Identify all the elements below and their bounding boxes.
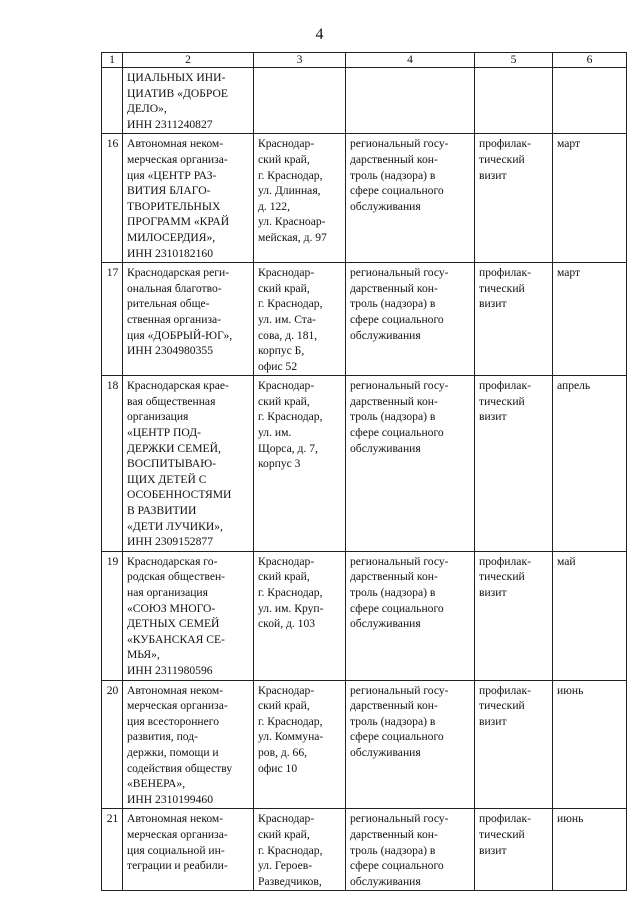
column-number: 2 xyxy=(123,53,254,68)
month-cell: июнь xyxy=(553,809,627,891)
control-type-cell: региональный госу- дарственный кон- троль (надзора) в сфере социального обслуживания xyxy=(346,376,475,552)
address-cell xyxy=(254,68,346,134)
table-row xyxy=(102,680,627,809)
control-type-cell: региональный госу- дарственный кон- троль (надзора) в сфере социального обслуживания xyxy=(346,551,475,680)
table-row xyxy=(102,263,627,376)
column-number: 5 xyxy=(475,53,553,68)
row-number: 21 xyxy=(102,809,123,891)
organization-cell: Автономная неком- мерческая организа- ция «ЦЕНТР РАЗ- ВИТИЯ БЛАГО- ТВОРИТЕЛЬНЫХ ПРОГРАММ «КРАЙ МИЛОСЕРДИЯ», ИНН 2310182160 xyxy=(123,134,254,263)
control-type-cell: региональный госу- дарственный кон- троль (надзора) в сфере социального обслуживания xyxy=(346,809,475,891)
column-number-row xyxy=(102,53,627,68)
address-cell: Краснодар- ский край, г. Краснодар, ул. им. Круп- ской, д. 103 xyxy=(254,551,346,680)
table-row xyxy=(102,809,627,891)
address-cell: Краснодар- ский край, г. Краснодар, ул. Длинная, д. 122, ул. Красноар- мейская, д. 97 xyxy=(254,134,346,263)
row-number: 19 xyxy=(102,551,123,680)
address-cell: Краснодар- ский край, г. Краснодар, ул. им. Ста- сова, д. 181, корпус Б, офис 52 xyxy=(254,263,346,376)
event-type-cell: профилак- тический визит xyxy=(475,134,553,263)
row-number: 20 xyxy=(102,680,123,809)
organization-cell: Краснодарская крае- вая общественная организация «ЦЕНТР ПОД- ДЕРЖКИ СЕМЕЙ, ВОСПИТЫВАЮ- ЩИХ ДЕТЕЙ С ОСОБЕННОСТЯМИ В РАЗВИТИИ «ДЕТИ ЛУЧИКИ», ИНН 2309152877 xyxy=(123,376,254,552)
column-number: 3 xyxy=(254,53,346,68)
organization-cell: Автономная неком- мерческая организа- ция всестороннего развития, под- держки, помощи и содействия обществу «ВЕНЕРА», ИНН 2310199460 xyxy=(123,680,254,809)
row-number: 17 xyxy=(102,263,123,376)
table-row xyxy=(102,376,627,552)
control-type-cell: региональный госу- дарственный кон- троль (надзора) в сфере социального обслуживания xyxy=(346,134,475,263)
column-number: 4 xyxy=(346,53,475,68)
month-cell: март xyxy=(553,134,627,263)
table-row xyxy=(102,551,627,680)
month-cell: май xyxy=(553,551,627,680)
control-type-cell: региональный госу- дарственный кон- троль (надзора) в сфере социального обслуживания xyxy=(346,680,475,809)
page-number: 4 xyxy=(315,26,324,43)
row-number: 16 xyxy=(102,134,123,263)
address-cell: Краснодар- ский край, г. Краснодар, ул. Героев- Разведчиков, xyxy=(254,809,346,891)
event-type-cell: профилак- тический визит xyxy=(475,551,553,680)
event-type-cell: профилак- тический визит xyxy=(475,376,553,552)
month-cell xyxy=(553,68,627,134)
column-number: 6 xyxy=(553,53,627,68)
event-type-cell xyxy=(475,68,553,134)
organization-cell: Автономная неком- мерческая организа- ция социальной ин- теграции и реабили- xyxy=(123,809,254,891)
month-cell: июнь xyxy=(553,680,627,809)
month-cell: март xyxy=(553,263,627,376)
address-cell: Краснодар- ский край, г. Краснодар, ул. Коммуна- ров, д. 66, офис 10 xyxy=(254,680,346,809)
month-cell: апрель xyxy=(553,376,627,552)
row-number: 18 xyxy=(102,376,123,552)
table-row xyxy=(102,68,627,134)
organization-cell: ЦИАЛЬНЫХ ИНИ- ЦИАТИВ «ДОБРОЕ ДЕЛО», ИНН 2311240827 xyxy=(123,68,254,134)
column-number: 1 xyxy=(102,53,123,68)
organization-cell: Краснодарская го- родская обществен- ная организация «СОЮЗ МНОГО- ДЕТНЫХ СЕМЕЙ «КУБАНСКАЯ СЕ- МЬЯ», ИНН 2311980596 xyxy=(123,551,254,680)
control-type-cell: региональный госу- дарственный кон- троль (надзора) в сфере социального обслуживания xyxy=(346,263,475,376)
event-type-cell: профилак- тический визит xyxy=(475,680,553,809)
control-type-cell xyxy=(346,68,475,134)
table-row xyxy=(102,134,627,263)
event-type-cell: профилак- тический визит xyxy=(475,263,553,376)
organization-cell: Краснодарская реги- ональная благотво- рительная обще- ственная организа- ция «ДОБРЫЙ-ЮГ», ИНН 2304980355 xyxy=(123,263,254,376)
address-cell: Краснодар- ский край, г. Краснодар, ул. им. Щорса, д. 7, корпус 3 xyxy=(254,376,346,552)
inspection-schedule-table xyxy=(101,52,627,891)
event-type-cell: профилак- тический визит xyxy=(475,809,553,891)
row-number xyxy=(102,68,123,134)
